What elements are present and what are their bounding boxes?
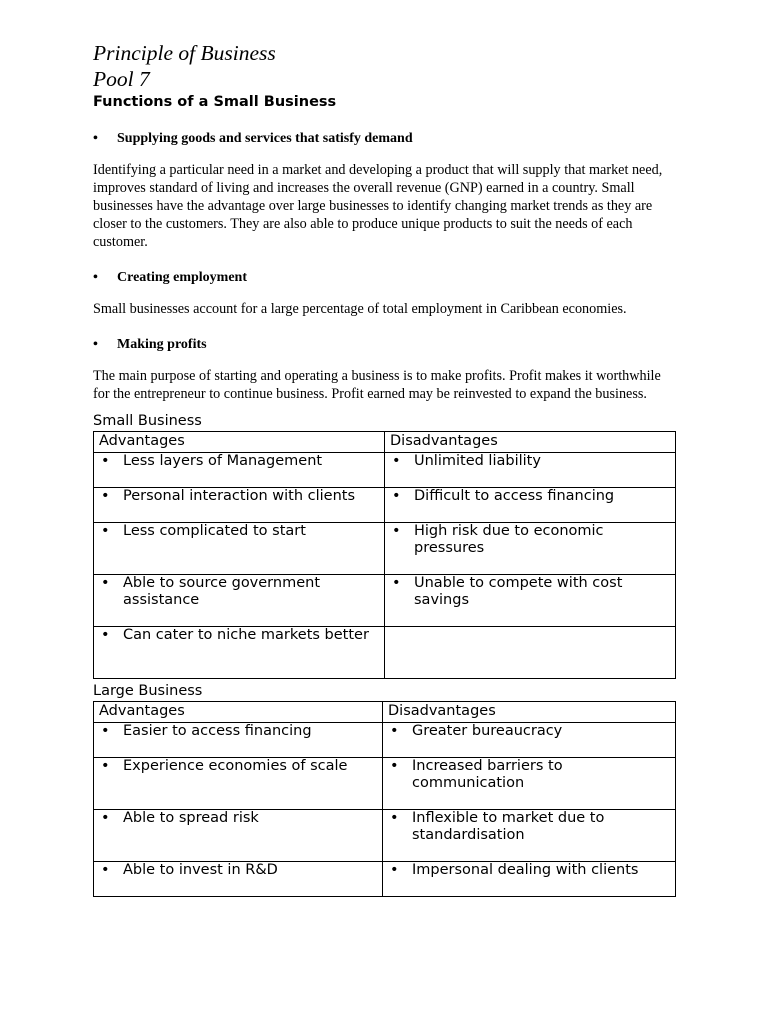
document-title: Principle of Business (93, 41, 276, 65)
advantage-cell: Able to invest in R&D (123, 862, 278, 878)
table-row (94, 488, 676, 523)
disadvantage-cell: Impersonal dealing with clients (412, 862, 639, 878)
advantage-cell: Able to spread risk (123, 810, 259, 826)
table-row (94, 758, 676, 810)
table-row (94, 453, 676, 488)
bullet-icon: • (390, 723, 399, 739)
table-row (94, 810, 676, 862)
table-header-row (94, 432, 676, 453)
advantage-cell: Experience economies of scale (123, 758, 348, 774)
function-heading-creating-employment (93, 268, 675, 288)
bullet-icon: • (93, 337, 98, 352)
function-heading-text: Making profits (117, 337, 207, 352)
function-body-making-profits: The main purpose of starting and operating a business is to make profits. Profit makes it worthwhile for the entrepreneur to continue business. Profit earned may be reinvested to expand the business. (93, 368, 661, 402)
bullet-icon: • (392, 453, 401, 469)
table-row (94, 723, 676, 758)
bullet-icon: • (101, 523, 110, 539)
column-header-advantages: Advantages (94, 432, 385, 453)
bullet-icon: • (392, 488, 401, 504)
function-heading-making-profits (93, 335, 675, 355)
advantage-cell: Can cater to niche markets better (123, 627, 369, 643)
disadvantage-cell: Greater bureaucracy (412, 723, 563, 739)
bullet-icon: • (101, 453, 110, 469)
column-header-advantages: Advantages (94, 702, 383, 723)
disadvantage-cell: High risk due to economic pressures (414, 523, 604, 556)
column-header-disadvantages: Disadvantages (383, 702, 676, 723)
bullet-icon: • (101, 862, 110, 878)
table-row (94, 627, 676, 679)
advantage-cell: Able to source government assistance (123, 575, 321, 608)
function-heading-text: Creating employment (117, 270, 247, 285)
function-body-creating-employment: Small businesses account for a large percentage of total employment in Caribbean economies. (93, 301, 627, 317)
table-row (94, 862, 676, 897)
bullet-icon: • (93, 270, 98, 285)
bullet-icon: • (101, 810, 110, 826)
advantage-cell: Personal interaction with clients (123, 488, 356, 504)
disadvantage-cell: Unable to compete with cost savings (414, 575, 623, 608)
bullet-icon: • (101, 575, 110, 591)
bullet-icon: • (101, 488, 110, 504)
bullet-icon: • (392, 575, 401, 591)
document-page (93, 40, 675, 897)
table-row (94, 575, 676, 627)
small-business-table (93, 431, 676, 679)
disadvantage-cell: Difficult to access financing (414, 488, 615, 504)
disadvantage-cell: Increased barriers to communication (412, 758, 563, 791)
disadvantage-cell: Inflexible to market due to standardisation (412, 810, 605, 843)
advantage-cell: Less complicated to start (123, 523, 306, 539)
bullet-icon: • (390, 862, 399, 878)
bullet-icon: • (101, 758, 110, 774)
function-body-supplying-goods: Identifying a particular need in a market and developing a product that will supply that market need, improves standard of living and increases the overall revenue (GNP) earned in a country. Small businesses have the advantage over large businesses to identify changing market trends as they are closer to the customers. They are also able to produce unique products to suit the needs of each customer. (93, 162, 663, 250)
column-header-disadvantages: Disadvantages (385, 432, 676, 453)
large-business-label: Large Business (93, 683, 203, 699)
bullet-icon: • (390, 758, 399, 774)
bullet-icon: • (392, 523, 401, 539)
advantage-cell: Easier to access financing (123, 723, 312, 739)
bullet-icon: • (390, 810, 399, 826)
bullet-icon: • (101, 627, 110, 643)
pool-label: Pool 7 (93, 67, 150, 91)
function-heading-supplying-goods (93, 129, 675, 149)
section-subtitle: Functions of a Small Business (93, 94, 337, 110)
advantage-cell: Less layers of Management (123, 453, 323, 469)
large-business-table (93, 701, 676, 897)
bullet-icon: • (93, 131, 98, 146)
table-header-row (94, 702, 676, 723)
small-business-label: Small Business (93, 413, 202, 429)
disadvantage-cell: Unlimited liability (414, 453, 541, 469)
table-row (94, 523, 676, 575)
bullet-icon: • (101, 723, 110, 739)
function-heading-text: Supplying goods and services that satisfy demand (117, 131, 413, 146)
